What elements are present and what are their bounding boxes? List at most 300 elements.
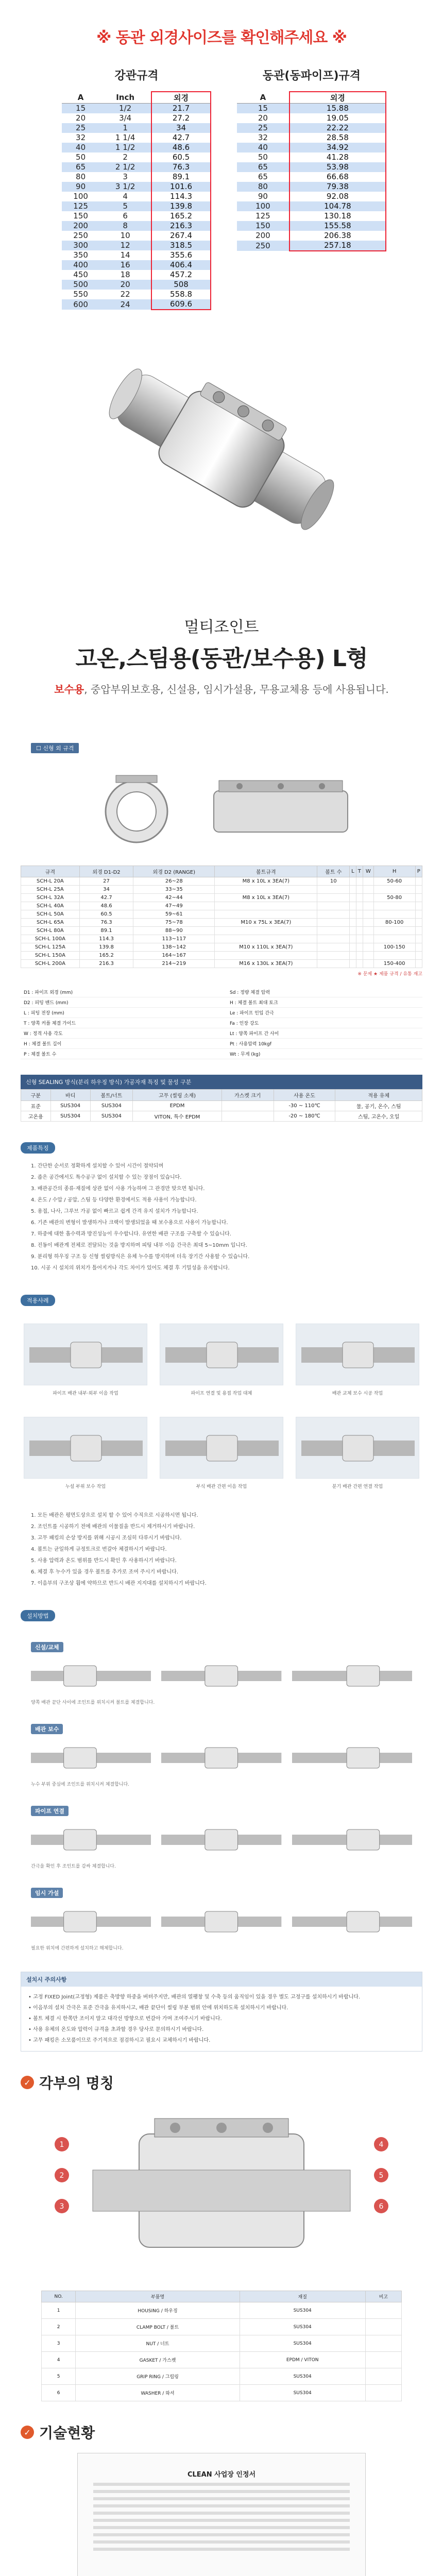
table-cell: M10 x 110L x 3EA(7): [215, 943, 317, 952]
feature-item: 10. 시공 시 설치의 위치가 틀어지거나 각도 차이가 있어도 체결 후 기밀성을 유지합니다.: [31, 1265, 230, 1271]
table-cell: [363, 886, 374, 894]
table-cell: 3 1/2: [99, 182, 151, 192]
column-header: H: [373, 866, 415, 877]
table-cell: 42~44: [133, 894, 215, 902]
table-cell: 100-150: [373, 943, 415, 952]
table-cell: [215, 902, 317, 910]
table-cell: 92.08: [289, 192, 386, 201]
text-line: [93, 2548, 350, 2551]
table-cell: M8 x 10L x 3EA(7): [215, 877, 317, 886]
parts-heading: [21, 2072, 443, 2093]
feature-item: 6. 기존 배관의 변형이 발생하거나 크랙이 발생되었을 때 보수용으로 사용이 가능합니다.: [31, 1220, 228, 1226]
usage-cell: [160, 1417, 283, 1489]
table-row: [237, 133, 386, 143]
table-cell: 16: [99, 260, 151, 270]
table-cell: 8: [99, 221, 151, 231]
table-cell: 50-80: [373, 894, 415, 902]
table-cell: SUS304: [50, 1101, 90, 1111]
table-cell: 2: [42, 2319, 76, 2335]
table-row: [62, 299, 211, 310]
table-cell: 27: [79, 877, 133, 886]
table-cell: 40: [237, 143, 289, 152]
table-cell: [363, 952, 374, 960]
table-cell: GASKET / 가스켓: [76, 2352, 240, 2368]
table-cell: CLAMP BOLT / 볼트: [76, 2319, 240, 2335]
table-header-row: [21, 1090, 422, 1101]
table-cell: M16 x 130L x 3EA(7): [215, 960, 317, 968]
table-row: [62, 231, 211, 241]
column-header: P: [415, 866, 422, 877]
usage-cell: [160, 1324, 283, 1396]
table-row: [21, 935, 422, 943]
table-cell: [350, 894, 356, 902]
table-cell: 100: [73, 192, 88, 201]
caution-item: 7. 이음부의 구조상 휨에 약하므로 반드시 배관 지지대를 설치하시기 바랍니다.: [31, 1581, 207, 1586]
table-cell: 165.2: [151, 211, 211, 221]
table-cell: 60.5: [79, 910, 133, 919]
legend-item: D2 : 피팅 밴드 (mm): [21, 997, 227, 1008]
table-cell: 114.3: [79, 935, 133, 943]
install-caption: 필요한 위치에 간편하게 설치하고 해체합니다.: [31, 1946, 124, 1951]
table-row: [21, 886, 422, 894]
notes-head: 설치시 주의사항: [21, 1972, 422, 1987]
certificates: [0, 2453, 443, 2576]
table-row: [62, 113, 211, 123]
table-row: [42, 2368, 402, 2385]
caution-item: 5. 사용 압력과 온도 범위를 반드시 확인 후 사용하시기 바랍니다.: [31, 1558, 177, 1564]
table-row: [42, 2302, 402, 2319]
legend-item: T : 양쪽 커플 체결 가이드: [21, 1018, 227, 1028]
table-cell: 28.58: [289, 133, 386, 143]
table-cell: VITON, 특수 EPDM: [133, 1111, 222, 1122]
install-step-title: 신설/교체: [31, 1642, 63, 1652]
column-header: A: [62, 92, 99, 104]
svg-text:5: 5: [379, 2172, 384, 2180]
table-cell: 155.58: [289, 221, 386, 231]
table-row: [237, 231, 386, 241]
feature-pill: 제품특징: [21, 1142, 55, 1154]
svg-text:6: 6: [379, 2202, 384, 2211]
usage-cell: [24, 1417, 147, 1489]
table-cell: 34: [151, 123, 211, 133]
usage-caption: 부식 배관 간편 이음 작업: [196, 1484, 247, 1489]
column-header: 외경 D2 (RANGE): [133, 866, 215, 877]
legend-item: L : 피팅 전장 (mm): [21, 1008, 227, 1018]
text-line: [93, 2497, 350, 2500]
table-row: [21, 960, 422, 968]
notes-box: [21, 1972, 422, 2052]
table-row: [237, 143, 386, 152]
table-cell: 66.68: [289, 172, 386, 182]
feature-list: [0, 1161, 443, 1274]
table-cell: [350, 877, 356, 886]
feature-item: 2. 좁은 공간에서도 특수공구 없이 설치할 수 있는 장점이 있습니다.: [31, 1175, 182, 1180]
table-cell: [365, 2368, 401, 2385]
table-row: [237, 162, 386, 172]
table-cell: 26~28: [133, 877, 215, 886]
table-cell: 10: [317, 877, 350, 886]
column-header: 구분: [21, 1090, 51, 1101]
usage-photo: [160, 1417, 283, 1479]
legend-row: [21, 1049, 422, 1059]
table-row: [21, 943, 422, 952]
table-cell: 450: [73, 270, 88, 279]
feature-item: 1. 간단한 순서로 정확하게 설치할 수 있어 시간이 절약되며: [31, 1163, 164, 1169]
table-cell: [350, 910, 356, 919]
install-row: [31, 1819, 412, 1860]
table-cell: 42.7: [151, 133, 211, 143]
table-cell: [373, 886, 415, 894]
note-item: • 볼트 체결 시 한쪽만 조이지 말고 대각선 방향으로 번갈아 가며 조여주시기 바랍니다.: [28, 2016, 222, 2022]
table-cell: 200: [62, 221, 99, 231]
table-cell: 40: [62, 143, 99, 152]
table-cell: [415, 877, 422, 886]
usage-photo: [24, 1324, 147, 1385]
parts-table: [41, 2291, 402, 2401]
table-cell: 139.8: [79, 943, 133, 952]
table-cell: 5: [42, 2368, 76, 2385]
svg-text:2: 2: [59, 2172, 64, 2180]
table-row: [42, 2352, 402, 2368]
table-row: [62, 133, 211, 143]
table-row: [21, 1111, 422, 1122]
table-cell: 15.88: [289, 104, 386, 114]
table-header-row: [237, 92, 386, 104]
text-line: [93, 2533, 350, 2536]
table-cell: [350, 886, 356, 894]
table-cell: 47~49: [133, 902, 215, 910]
feature-item: 4. 온도 / 수압 / 공압, 스팀 등 다양한 환경에서도 적용 사용이 가능합니다.: [31, 1197, 197, 1203]
table-cell: 75~78: [133, 919, 215, 927]
table-cell: [215, 927, 317, 935]
table-cell: 3: [123, 172, 128, 181]
table-cell: 32: [76, 133, 86, 142]
legend-row: [21, 1008, 422, 1018]
table-cell: [365, 2385, 401, 2401]
table-cell: [317, 952, 350, 960]
material-table: [21, 1089, 422, 1122]
legend-item: Fa : 인장 강도: [227, 1018, 422, 1028]
table-cell: 고온용: [21, 1111, 51, 1122]
usage-photo: [24, 1417, 147, 1479]
column-header: L: [350, 866, 356, 877]
spec-table: [21, 866, 422, 968]
column-header: Inch: [99, 92, 151, 104]
install-image: [161, 1824, 281, 1855]
table-cell: SCH-L 200A: [21, 960, 80, 968]
table-cell: 355.6: [151, 250, 211, 260]
table-row: [62, 260, 211, 270]
svg-text:3: 3: [59, 2202, 64, 2211]
table-cell: 80: [237, 182, 289, 192]
table-cell: 60.5: [151, 152, 211, 162]
table-cell: 3: [42, 2335, 76, 2352]
column-header: 사용 온도: [274, 1090, 335, 1101]
table-cell: 257.18: [289, 241, 386, 251]
certificate-body: [78, 2483, 365, 2551]
install-image: [292, 1742, 412, 1773]
table-cell: SUS304: [90, 1101, 133, 1111]
legend-item: H : 체결 볼트 길이: [21, 1039, 227, 1049]
table-row: [237, 182, 386, 192]
table-cell: 200: [255, 231, 270, 240]
table-cell: 14: [120, 250, 130, 260]
table-cell: 41.28: [289, 152, 386, 162]
install-pill: 설치방법: [21, 1610, 55, 1621]
table-cell: [363, 902, 374, 910]
table-cell: [356, 886, 363, 894]
table-cell: 32: [258, 133, 268, 142]
table-cell: 4: [123, 192, 128, 201]
install-step: [0, 1629, 443, 1710]
table-cell: 400: [62, 260, 99, 270]
table-cell: 150: [73, 211, 88, 221]
text-line: [93, 2504, 350, 2507]
table-cell: 550: [73, 290, 88, 299]
table-header-row: [42, 2291, 402, 2302]
table-cell: [350, 952, 356, 960]
usage-caption: 배관 교체 보수 시공 작업: [332, 1391, 383, 1396]
column-header: A: [237, 92, 289, 104]
table-cell: [373, 927, 415, 935]
legend-item: Wt : 무게 (kg): [227, 1049, 422, 1059]
install-caption: 양쪽 배관 끝단 사이에 조인트를 위치시켜 볼트를 체결합니다.: [31, 1700, 155, 1705]
column-header: 볼트/너트: [90, 1090, 133, 1101]
install-image: [161, 1660, 281, 1691]
table-cell: [415, 910, 422, 919]
product-subtitle: 보수용, 중압부위보호용, 신설용, 임시가설용, 무용교체용 등에 사용됩니다.: [54, 683, 389, 696]
install-step: [0, 1874, 443, 1956]
table-cell: [363, 877, 374, 886]
table-cell: [356, 952, 363, 960]
table-cell: SCH-L 32A: [21, 894, 80, 902]
table-cell: [356, 935, 363, 943]
table-row: [62, 152, 211, 162]
usage-row: [0, 1406, 443, 1500]
column-header: W: [363, 866, 374, 877]
table-cell: 15: [62, 104, 99, 114]
table-cell: [317, 886, 350, 894]
table-cell: 600: [62, 299, 99, 310]
table-cell: 609.6: [151, 299, 211, 310]
feature-item: 7. 하중에 대한 흡수력과 방진성능이 우수합니다. 유연한 배관 구조를 구축할 수 있습니다.: [31, 1231, 231, 1237]
table-cell: 34: [79, 886, 133, 894]
table-row: [62, 201, 211, 211]
table-cell: 500: [62, 280, 99, 290]
table-cell: 100: [237, 201, 289, 211]
feature-item: 8. 진동이 배관계 전체로 전달되는 것을 방지하며 피팅 내부 이음 간극은 최대 5~10mm 입니다.: [31, 1243, 247, 1248]
table-cell: [317, 935, 350, 943]
caution-list: [0, 1510, 443, 1589]
table-cell: [363, 927, 374, 935]
table-cell: 25: [237, 123, 289, 133]
table-cell: NUT / 너트: [76, 2335, 240, 2352]
table-cell: [356, 894, 363, 902]
table-cell: [350, 943, 356, 952]
note-item: • 고정 FIXED Joint(고정형) 제품은 축방향 하중을 버텨주지만, 배관의 열팽창 및 수축 등의 움직임이 있을 경우 별도 고정구를 설치하시기 바랍니다.: [28, 1994, 361, 2000]
column-header: T: [356, 866, 363, 877]
table-cell: [215, 952, 317, 960]
table-cell: [356, 902, 363, 910]
table-row: [21, 1101, 422, 1111]
table-cell: 65: [62, 162, 99, 172]
table-cell: M10 x 75L x 3EA(7): [215, 919, 317, 927]
table-cell: SCH-L 65A: [21, 919, 80, 927]
svg-text:1: 1: [59, 2141, 64, 2149]
table-cell: 76.3: [151, 162, 211, 172]
table-cell: 558.8: [151, 290, 211, 299]
legend-row: [21, 997, 422, 1008]
table-cell: 250: [73, 231, 88, 240]
table-cell: 1/2: [99, 104, 151, 114]
table-row: [237, 113, 386, 123]
legend-row: [21, 987, 422, 997]
spec-note: ※ 문제 ★ 제품 규격 / 유통 재고: [357, 972, 422, 977]
table-cell: [350, 919, 356, 927]
table-cell: 150-400: [373, 960, 415, 968]
notes-body: [21, 1987, 422, 2051]
table-cell: [356, 943, 363, 952]
column-header: 볼트규격: [215, 866, 317, 877]
legend-item: D1 : 파이프 외경 (mm): [21, 987, 227, 997]
usage-cell: [296, 1324, 419, 1396]
table-cell: M8 x 10L x 3EA(7): [215, 894, 317, 902]
product-name: 멀티조인트: [184, 618, 259, 636]
table-cell: [317, 902, 350, 910]
steel-table-title: 강관규격: [114, 70, 159, 82]
column-header: NO.: [42, 2291, 76, 2302]
table-cell: [365, 2302, 401, 2319]
install-step-title: 배관 보수: [31, 1724, 63, 1734]
table-cell: 101.6: [151, 182, 211, 192]
copper-spec: [237, 62, 386, 310]
legend-item: W : 정격 사용 각도: [21, 1028, 227, 1039]
note-item: • 이음부의 설치 간극은 표준 간극을 유지하시고, 배관 끝단이 씰링 부분 범위 안에 위치하도록 설치하시기 바랍니다.: [28, 2005, 288, 2011]
install-image: [31, 1660, 151, 1691]
table-cell: SUS304: [240, 2302, 365, 2319]
table-cell: 350: [73, 250, 88, 260]
table-cell: SUS304: [240, 2319, 365, 2335]
table-cell: [415, 927, 422, 935]
caution-item: 3. 고무 패킹의 손상 방지를 위해 시공시 조심히 다루시기 바랍니다.: [31, 1535, 182, 1541]
table-row: [42, 2335, 402, 2352]
install-image: [292, 1906, 412, 1937]
table-cell: EPDM / VITON: [240, 2352, 365, 2368]
table-cell: 250: [237, 241, 289, 251]
install-image: [292, 1660, 412, 1691]
install-area: [0, 1629, 443, 1956]
table-cell: SUS304: [240, 2385, 365, 2401]
table-cell: 76.3: [79, 919, 133, 927]
table-cell: 3/4: [119, 113, 132, 123]
usage-caption: 누설 부위 보수 작업: [65, 1484, 106, 1489]
install-step-title: 파이프 연결: [31, 1806, 69, 1816]
text-line: [93, 2526, 350, 2529]
table-row: [62, 192, 211, 201]
legend-item: Sd : 정량 체결 압력: [227, 987, 422, 997]
table-cell: 125: [62, 201, 99, 211]
table-cell: 216.3: [151, 221, 211, 231]
table-row: [62, 290, 211, 299]
table-cell: SCH-L 50A: [21, 910, 80, 919]
size-tables: [0, 62, 443, 310]
table-row: [237, 192, 386, 201]
table-row: [237, 104, 386, 114]
table-cell: [363, 894, 374, 902]
usage-photo: [296, 1417, 419, 1479]
column-header: 외경 D1-D2: [79, 866, 133, 877]
column-header: 비고: [365, 2291, 401, 2302]
text-line: [93, 2519, 350, 2522]
table-row: [237, 211, 386, 221]
caution-item: 4. 볼트는 균일하게 규정토크로 번갈아 체결하시기 바랍니다.: [31, 1547, 167, 1552]
table-cell: 457.2: [151, 270, 211, 280]
legend-row: [21, 1028, 422, 1039]
feature-item: 3. 배관공간의 종류·재질에 상관 없이 사용 가능하며 그 관경만 맞으면 됩니다.: [31, 1186, 205, 1192]
table-row: [42, 2385, 402, 2401]
legend-item: Lt : 양쪽 파이프 간 사이: [227, 1028, 422, 1039]
copper-table-title: 동관(동파이프)규격: [262, 70, 361, 82]
table-cell: 27.2: [151, 113, 211, 123]
table-cell: [373, 902, 415, 910]
table-cell: 스팀, 고온수, 오일: [335, 1111, 422, 1122]
table-cell: [317, 960, 350, 968]
table-row: [21, 952, 422, 960]
install-image: [31, 1742, 151, 1773]
legend-item: H : 체결 볼트 최대 토크: [227, 997, 422, 1008]
table-cell: 164~167: [133, 952, 215, 960]
table-cell: 1 1/4: [115, 133, 135, 142]
table-cell: [415, 935, 422, 943]
table-cell: SCH-L 80A: [21, 927, 80, 935]
table-cell: 90: [258, 192, 268, 201]
table-cell: [350, 927, 356, 935]
table-cell: 22.22: [289, 123, 386, 133]
table-cell: [215, 935, 317, 943]
install-caption: 누수 부위 중심에 조인트를 위치시켜 체결합니다.: [31, 1782, 130, 1787]
parts-title: 각부의 명칭: [39, 2075, 114, 2092]
table-row: [237, 241, 386, 251]
legend-item: Le : 파이프 인입 간극: [227, 1008, 422, 1018]
table-cell: 53.98: [289, 162, 386, 172]
table-row: [62, 123, 211, 133]
table-row: [62, 211, 211, 221]
table-row: [237, 221, 386, 231]
table-cell: SCH-L 150A: [21, 952, 80, 960]
legend-table: [21, 987, 422, 1059]
table-cell: 165.2: [79, 952, 133, 960]
table-cell: 89.1: [79, 927, 133, 935]
table-cell: SCH-L 125A: [21, 943, 80, 952]
table-row: [42, 2319, 402, 2335]
table-cell: SCH-L 100A: [21, 935, 80, 943]
table-cell: 113~117: [133, 935, 215, 943]
usage-grid: [0, 1313, 443, 1500]
table-cell: [415, 919, 422, 927]
usage-cell: [296, 1417, 419, 1489]
table-row: [62, 104, 211, 114]
table-cell: SCH-L 40A: [21, 902, 80, 910]
product-image: [90, 326, 353, 573]
table-cell: 1: [42, 2302, 76, 2319]
table-cell: [356, 927, 363, 935]
table-cell: 59~61: [133, 910, 215, 919]
table-cell: SCH-L 20A: [21, 877, 80, 886]
table-cell: [356, 910, 363, 919]
table-cell: 80: [76, 172, 86, 181]
table-row: [62, 182, 211, 192]
table-cell: WASHER / 와셔: [76, 2385, 240, 2401]
